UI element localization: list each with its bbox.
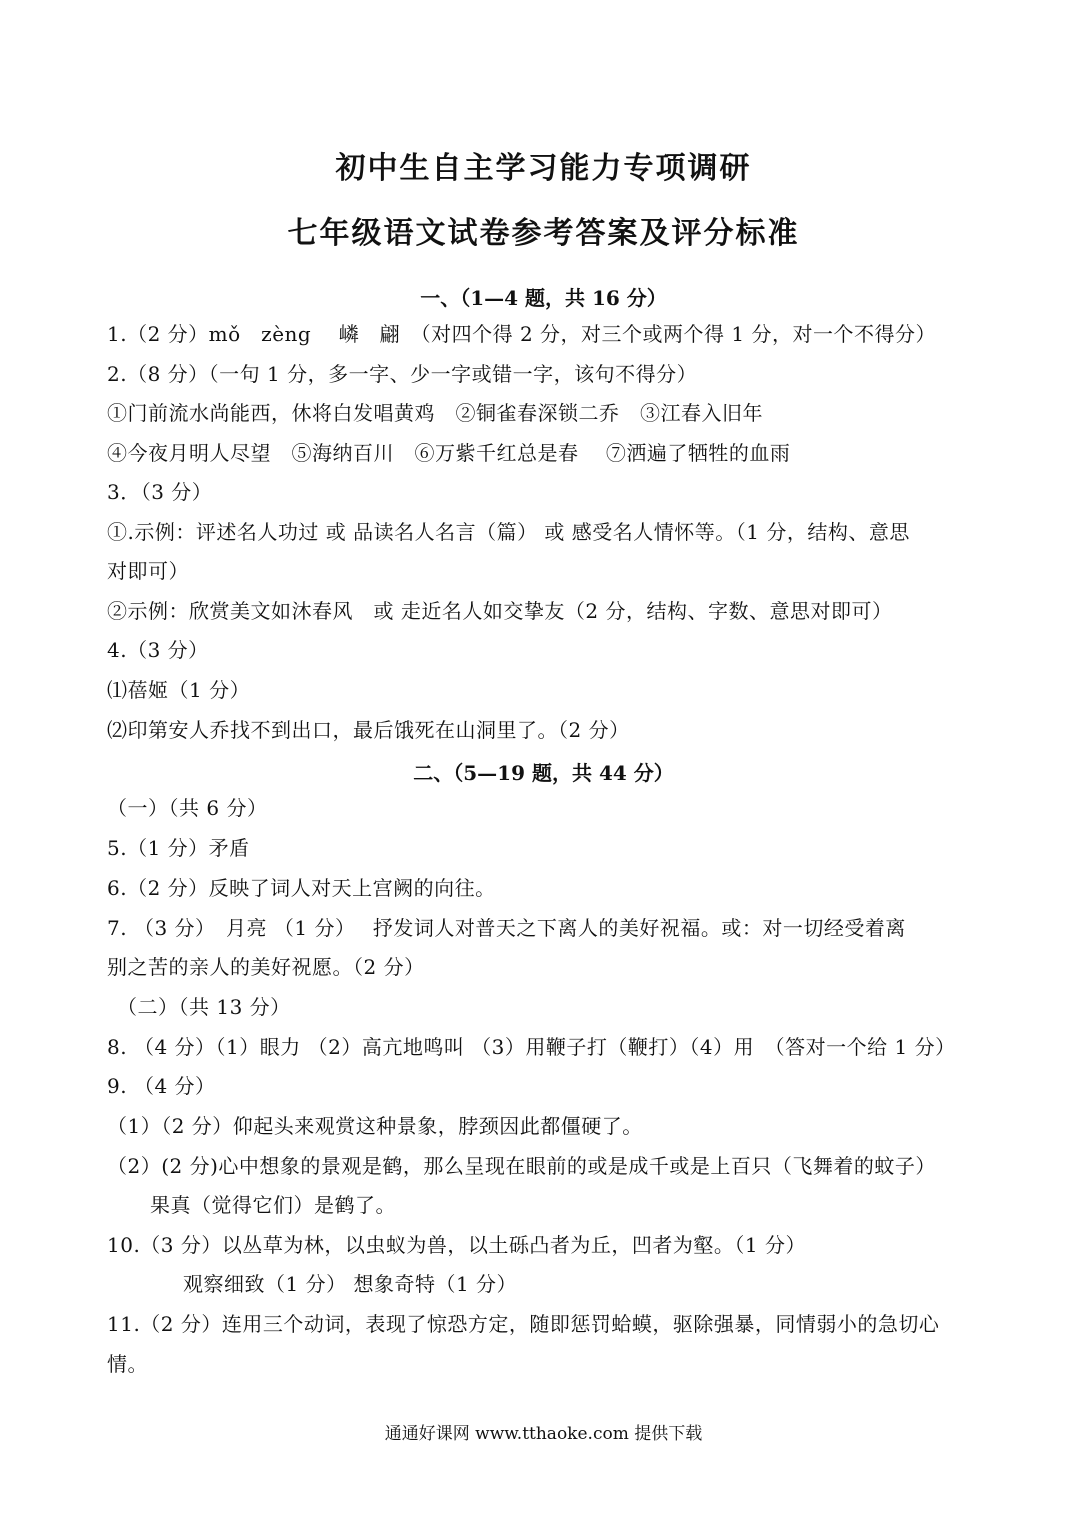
section-heading-two: 二、（5—19 题，共 44 分）	[413, 761, 674, 785]
answer-line: 9. （4 分）	[107, 1074, 216, 1098]
answer-line: （2）(2 分)心中想象的景观是鹤，那么呈现在眼前的或是成千或是上百只（飞舞着的蚊子）	[107, 1154, 936, 1178]
answer-line: 3．（3 分）	[107, 480, 213, 504]
section-heading-one: 一、（1—4 题，共 16 分）	[420, 286, 667, 310]
answer-line: ④今夜月明人尽望 ⑤海纳百川 ⑥万紫千红总是春 ⑦洒遍了牺牲的血雨	[107, 441, 791, 465]
answer-line: 5.（1 分）矛盾	[107, 836, 250, 860]
answer-line: （二）（共 13 分）	[117, 995, 291, 1019]
answer-line: ②示例：欣赏美文如沐春风 或 走近名人如交挚友（2 分，结构、字数、意思对即可）	[107, 599, 893, 623]
answer-line: ①门前流水尚能西，休将白发唱黄鸡 ②铜雀春深锁二乔 ③江春入旧年	[107, 401, 763, 425]
answer-line: （1）（2 分）仰起头来观赏这种景象，脖颈因此都僵硬了。	[107, 1114, 643, 1138]
sub-title: 七年级语文试卷参考答案及评分标准	[287, 216, 800, 251]
answer-line: ⑵印第安人乔找不到出口，最后饿死在山洞里了。（2 分）	[107, 718, 630, 742]
answer-line: 8. （4 分）（1）眼力 （2）高亢地鸣叫 （3）用鞭子打（鞭打）（4）用 （答对一个给 1 分）	[107, 1035, 956, 1059]
answer-line: 6.（2 分）反映了词人对天上宫阙的向往。	[107, 876, 496, 900]
answer-line: 对即可）	[107, 559, 189, 583]
answer-line: 11.（2 分）连用三个动词，表现了惊恐方定，随即惩罚蛤蟆，驱除强暴，同情弱小的急切心	[107, 1312, 940, 1336]
answer-line: （一）（共 6 分）	[107, 796, 268, 820]
answer-line: 7. （3 分） 月亮 （1 分） 抒发词人对普天之下离人的美好祝福。或：对一切经受着离	[107, 916, 906, 940]
answer-line: 别之苦的亲人的美好祝愿。（2 分）	[107, 955, 425, 979]
answer-line: ①.示例：评述名人功过 或 品读名人名言（篇） 或 感受名人情怀等。（1 分，结构、意思	[107, 520, 910, 544]
answer-line: 2.（8 分）（一句 1 分，多一字、少一字或错一字，该句不得分）	[107, 362, 698, 386]
answer-line: ⑴蓓姬（1 分）	[107, 678, 251, 702]
answer-line: 观察细致（1 分） 想象奇特（1 分）	[183, 1272, 518, 1296]
answer-line: 10.（3 分）以丛草为林，以虫蚁为兽，以土砾凸者为丘，凹者为壑。（1 分）	[107, 1233, 806, 1257]
answer-line: 果真（觉得它们）是鹤了。	[150, 1193, 396, 1217]
answer-line: 1.（2 分）mǒ zèng 嶙 翩 （对四个得 2 分，对三个或两个得 1 分，对一个不得分）	[107, 322, 936, 346]
answer-line: 4.（3 分）	[107, 638, 209, 662]
footer-credit: 通通好课网 www.tthaoke.com 提供下载	[384, 1424, 703, 1444]
main-title: 初中生自主学习能力专项调研	[335, 151, 752, 186]
answer-line: 情。	[107, 1352, 148, 1376]
